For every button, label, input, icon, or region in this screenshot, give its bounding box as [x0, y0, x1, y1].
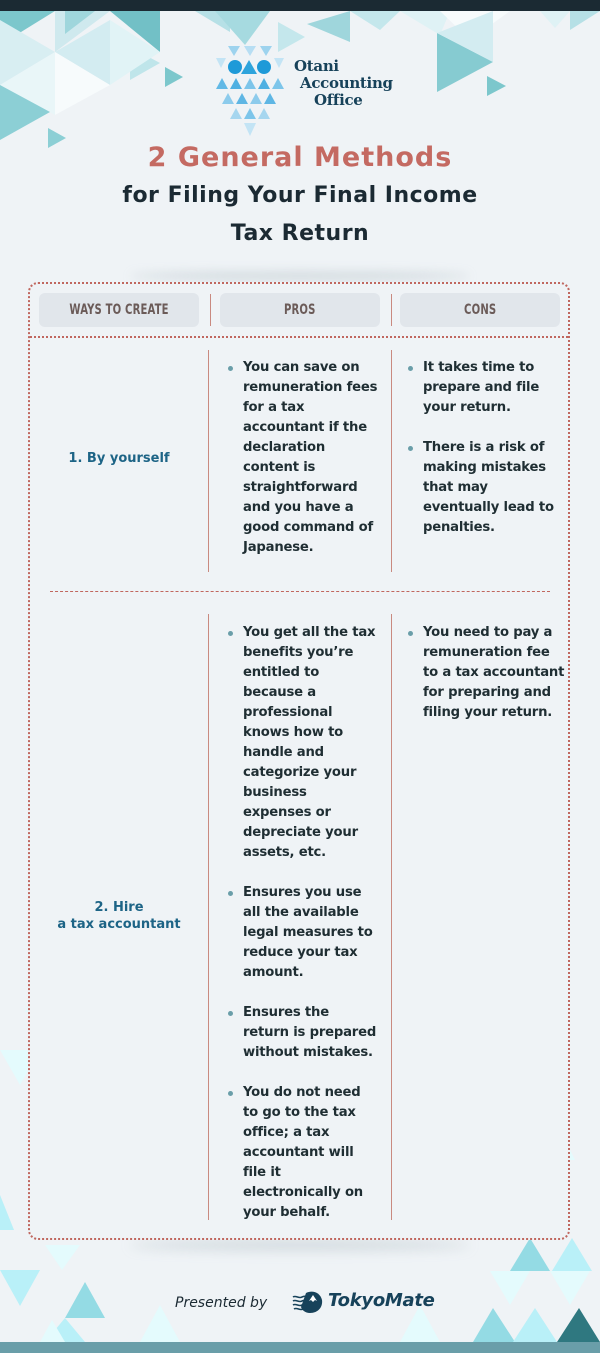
pros-list-hire-accountant — [228, 623, 378, 1223]
list-item: Ensures you use all the available legal measures to reduce your tax amount. — [228, 883, 378, 983]
footer — [0, 1287, 600, 1317]
header-pros: PROS — [220, 293, 380, 327]
title-line-1: 2 General Methods — [147, 142, 453, 173]
method-line-1: 2. Hire — [94, 900, 144, 915]
header-cons: CONS — [400, 293, 560, 327]
page-title — [0, 140, 600, 252]
list-item: You get all the tax benefits you’re entitled to because a professional knows how to handle and categorize your business expenses or depreciate your assets, etc. — [228, 623, 378, 863]
presented-by-label: Presented by — [175, 1295, 268, 1311]
method-by-yourself: 1. By yourself — [68, 451, 170, 466]
method-line-2: a tax accountant — [57, 917, 181, 932]
list-item: It takes time to prepare and file your return. — [408, 358, 568, 418]
row-separator — [50, 591, 550, 592]
table-shadow-bottom — [130, 1240, 470, 1250]
header-ways-to-create: WAYS TO CREATE — [39, 293, 199, 327]
logo-line-3: Office — [314, 91, 363, 109]
list-item: Ensures the return is prepared without mistakes. — [228, 1003, 378, 1063]
header-separator — [30, 336, 568, 338]
logo-line-1: Otani — [294, 57, 339, 75]
pros-list-by-yourself — [228, 358, 378, 558]
header-divider — [391, 294, 392, 326]
header-divider — [210, 294, 211, 326]
logo-line-2: Accounting — [300, 74, 393, 92]
title-line-2: for Filing Your Final Income — [122, 183, 478, 208]
table-shadow-top — [130, 272, 470, 280]
list-item: There is a risk of making mistakes that may eventually lead to penalties. — [408, 438, 568, 538]
otani-logo-text — [294, 58, 393, 109]
title-line-3: Tax Return — [230, 221, 370, 246]
column-divider — [391, 614, 392, 1220]
list-item: You do not need to go to the tax office; a tax accountant will file it electronically on your behalf. — [228, 1083, 378, 1223]
comparison-table — [28, 282, 570, 1240]
list-item: You can save on remuneration fees for a tax accountant if the declaration content is straightforward and you have a good command of Japanese. — [228, 358, 378, 558]
cons-list-hire-accountant — [408, 623, 568, 723]
column-divider — [208, 614, 209, 1220]
mount-fuji-wave-icon — [292, 1290, 324, 1314]
tokyomate-brand: TokyoMate — [328, 1290, 435, 1311]
method-hire-tax-accountant — [30, 899, 208, 933]
column-divider — [208, 350, 209, 572]
column-divider — [391, 350, 392, 572]
otani-triangle-mark-icon — [216, 44, 292, 140]
otani-logo — [216, 44, 396, 140]
bottom-bar — [0, 1342, 600, 1353]
list-item: You need to pay a remuneration fee to a tax accountant for preparing and filing your return. — [408, 623, 568, 723]
cons-list-by-yourself — [408, 358, 568, 538]
